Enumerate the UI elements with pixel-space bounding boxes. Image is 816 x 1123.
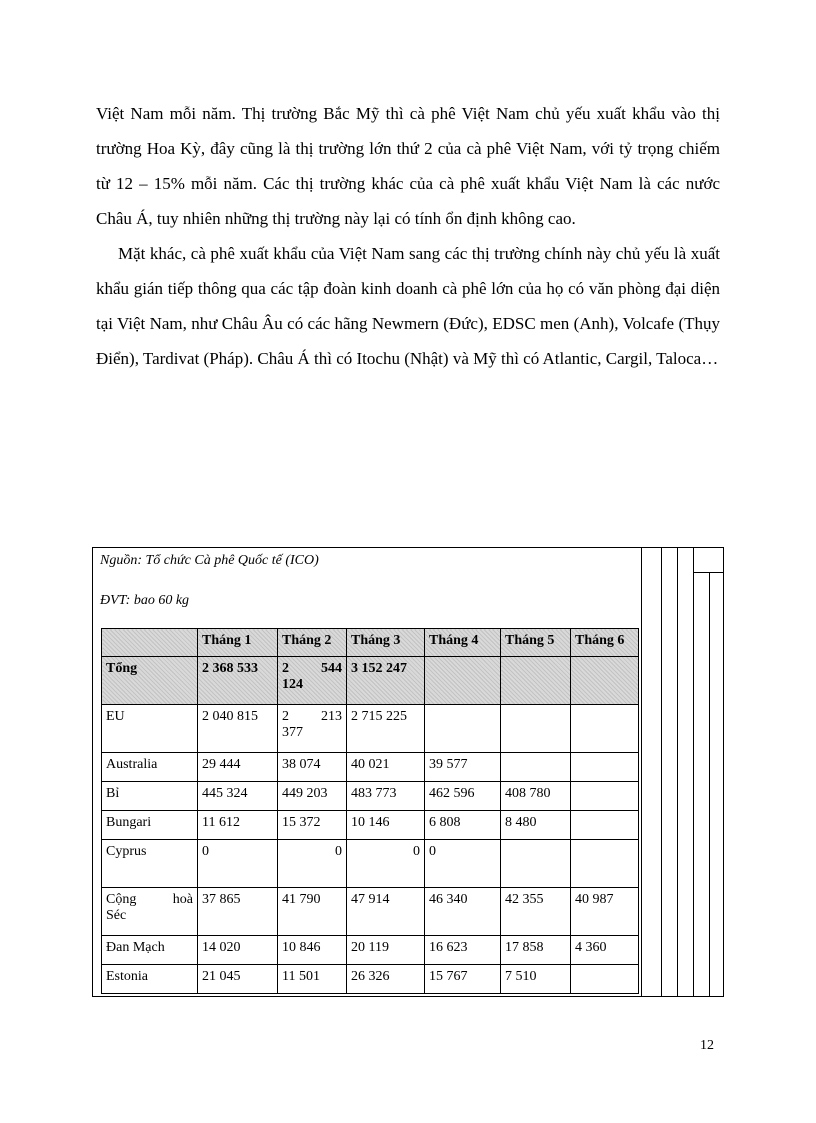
row-label: Đan Mạch <box>102 936 198 965</box>
table-cell: 20 119 <box>347 936 425 965</box>
table-cell <box>501 705 571 753</box>
table-cell: 3 152 247 <box>347 657 425 705</box>
table-cell: 462 596 <box>425 782 501 811</box>
table-cell: 15 372 <box>278 811 347 840</box>
table-cell: 47 914 <box>347 888 425 936</box>
table-cell <box>425 705 501 753</box>
table-cell <box>571 811 639 840</box>
table-cell: 29 444 <box>198 753 278 782</box>
paragraph-1: Việt Nam mỗi năm. Thị trường Bắc Mỹ thì cà phê Việt Nam chủ yếu xuất khẩu vào thị trường Hoa Kỳ, đây cũng là thị trường lớn thứ 2 của cà phê Việt Nam, với tỷ trọng chiếm từ 12 – 15% mỗi năm. Các thị trường khác của cà phê xuất khẩu Việt Nam là các nước Châu Á, tuy nhiên những thị trường này lại có tính ổn định không cao. <box>96 104 720 228</box>
table-cell: 408 780 <box>501 782 571 811</box>
row-label: Tổng <box>102 657 198 705</box>
table-cell: 11 612 <box>198 811 278 840</box>
table-cell: 2 544 124 <box>278 657 347 705</box>
frame-border-line <box>677 548 678 996</box>
table-row <box>102 705 639 753</box>
table-cell: 17 858 <box>501 936 571 965</box>
header-cell: Tháng 3 <box>347 629 425 657</box>
table-cell <box>571 657 639 705</box>
paragraph-2: Mặt khác, cà phê xuất khẩu của Việt Nam sang các thị trường chính này chủ yếu là xuất khẩu gián tiếp thông qua các tập đoàn kinh doanh cà phê lớn của họ có văn phòng đại diện tại Việt Nam, như Châu Âu có các hãng Newmern (Đức), EDSC men (Anh), Volcafe (Thụy Điển), Tardivat (Pháp). Châu Á thì có Itochu (Nhật) và Mỹ thì có Atlantic, Cargil, Taloca… <box>96 244 720 368</box>
frame-border-line <box>661 548 662 996</box>
table-cell <box>571 782 639 811</box>
table-cell <box>571 753 639 782</box>
table-row <box>102 888 639 936</box>
header-cell: Tháng 1 <box>198 629 278 657</box>
header-cell: Tháng 5 <box>501 629 571 657</box>
page-number: 12 <box>700 1038 714 1053</box>
table-unit-note: ĐVT: bao 60 kg <box>100 593 190 608</box>
table-cell: 449 203 <box>278 782 347 811</box>
table-cell: 16 623 <box>425 936 501 965</box>
frame-border-line <box>709 572 710 996</box>
table-cell: 39 577 <box>425 753 501 782</box>
header-cell: Tháng 6 <box>571 629 639 657</box>
table-cell: 2 213 377 <box>278 705 347 753</box>
table-row <box>102 965 639 994</box>
table-cell: 40 987 <box>571 888 639 936</box>
row-label-part: Cộng <box>106 892 137 907</box>
table-cell <box>571 840 639 888</box>
table-cell: 0 <box>198 840 278 888</box>
table-cell: 0 <box>278 840 347 888</box>
row-label: Bỉ <box>102 782 198 811</box>
table-cell: 41 790 <box>278 888 347 936</box>
table-row <box>102 753 639 782</box>
table-cell: 2 368 533 <box>198 657 278 705</box>
table-cell <box>571 965 639 994</box>
row-label: Bungari <box>102 811 198 840</box>
table-cell: 14 020 <box>198 936 278 965</box>
body-text <box>96 96 720 376</box>
frame-border-line <box>693 572 724 573</box>
table-cell: 40 021 <box>347 753 425 782</box>
table-source-note: Nguồn: Tổ chức Cà phê Quốc tế (ICO) <box>100 553 319 568</box>
row-label-part: hoà <box>172 892 193 907</box>
table-cell: 483 773 <box>347 782 425 811</box>
table-row <box>102 657 639 705</box>
table-cell: 15 767 <box>425 965 501 994</box>
table-cell: 4 360 <box>571 936 639 965</box>
table-cell: 11 501 <box>278 965 347 994</box>
frame-border-line <box>693 548 694 996</box>
row-label: Cyprus <box>102 840 198 888</box>
row-label-part: Séc <box>106 908 127 923</box>
table-cell: 42 355 <box>501 888 571 936</box>
table-row <box>102 840 639 888</box>
table-frame <box>92 547 724 997</box>
header-cell-empty <box>102 629 198 657</box>
row-label: Estonia <box>102 965 198 994</box>
table-cell <box>425 657 501 705</box>
coffee-import-table <box>101 628 639 994</box>
table-cell <box>501 840 571 888</box>
table-cell: 6 808 <box>425 811 501 840</box>
table-cell: 8 480 <box>501 811 571 840</box>
table-cell: 26 326 <box>347 965 425 994</box>
table-cell: 38 074 <box>278 753 347 782</box>
table-cell: 10 146 <box>347 811 425 840</box>
table-row <box>102 936 639 965</box>
header-cell: Tháng 4 <box>425 629 501 657</box>
row-label <box>102 888 198 936</box>
table-cell: 0 <box>425 840 501 888</box>
table-cell: 10 846 <box>278 936 347 965</box>
table-cell: 37 865 <box>198 888 278 936</box>
table-cell: 46 340 <box>425 888 501 936</box>
row-label: EU <box>102 705 198 753</box>
table-header-row <box>102 629 639 657</box>
table-cell: 2 040 815 <box>198 705 278 753</box>
table-cell: 445 324 <box>198 782 278 811</box>
table-cell <box>571 705 639 753</box>
table-cell: 7 510 <box>501 965 571 994</box>
row-label: Australia <box>102 753 198 782</box>
table-cell: 0 <box>347 840 425 888</box>
table-cell: 21 045 <box>198 965 278 994</box>
table-cell <box>501 753 571 782</box>
header-cell: Tháng 2 <box>278 629 347 657</box>
table-row <box>102 811 639 840</box>
frame-border-line <box>641 548 642 996</box>
table-row <box>102 782 639 811</box>
table-cell: 2 715 225 <box>347 705 425 753</box>
table-cell <box>501 657 571 705</box>
